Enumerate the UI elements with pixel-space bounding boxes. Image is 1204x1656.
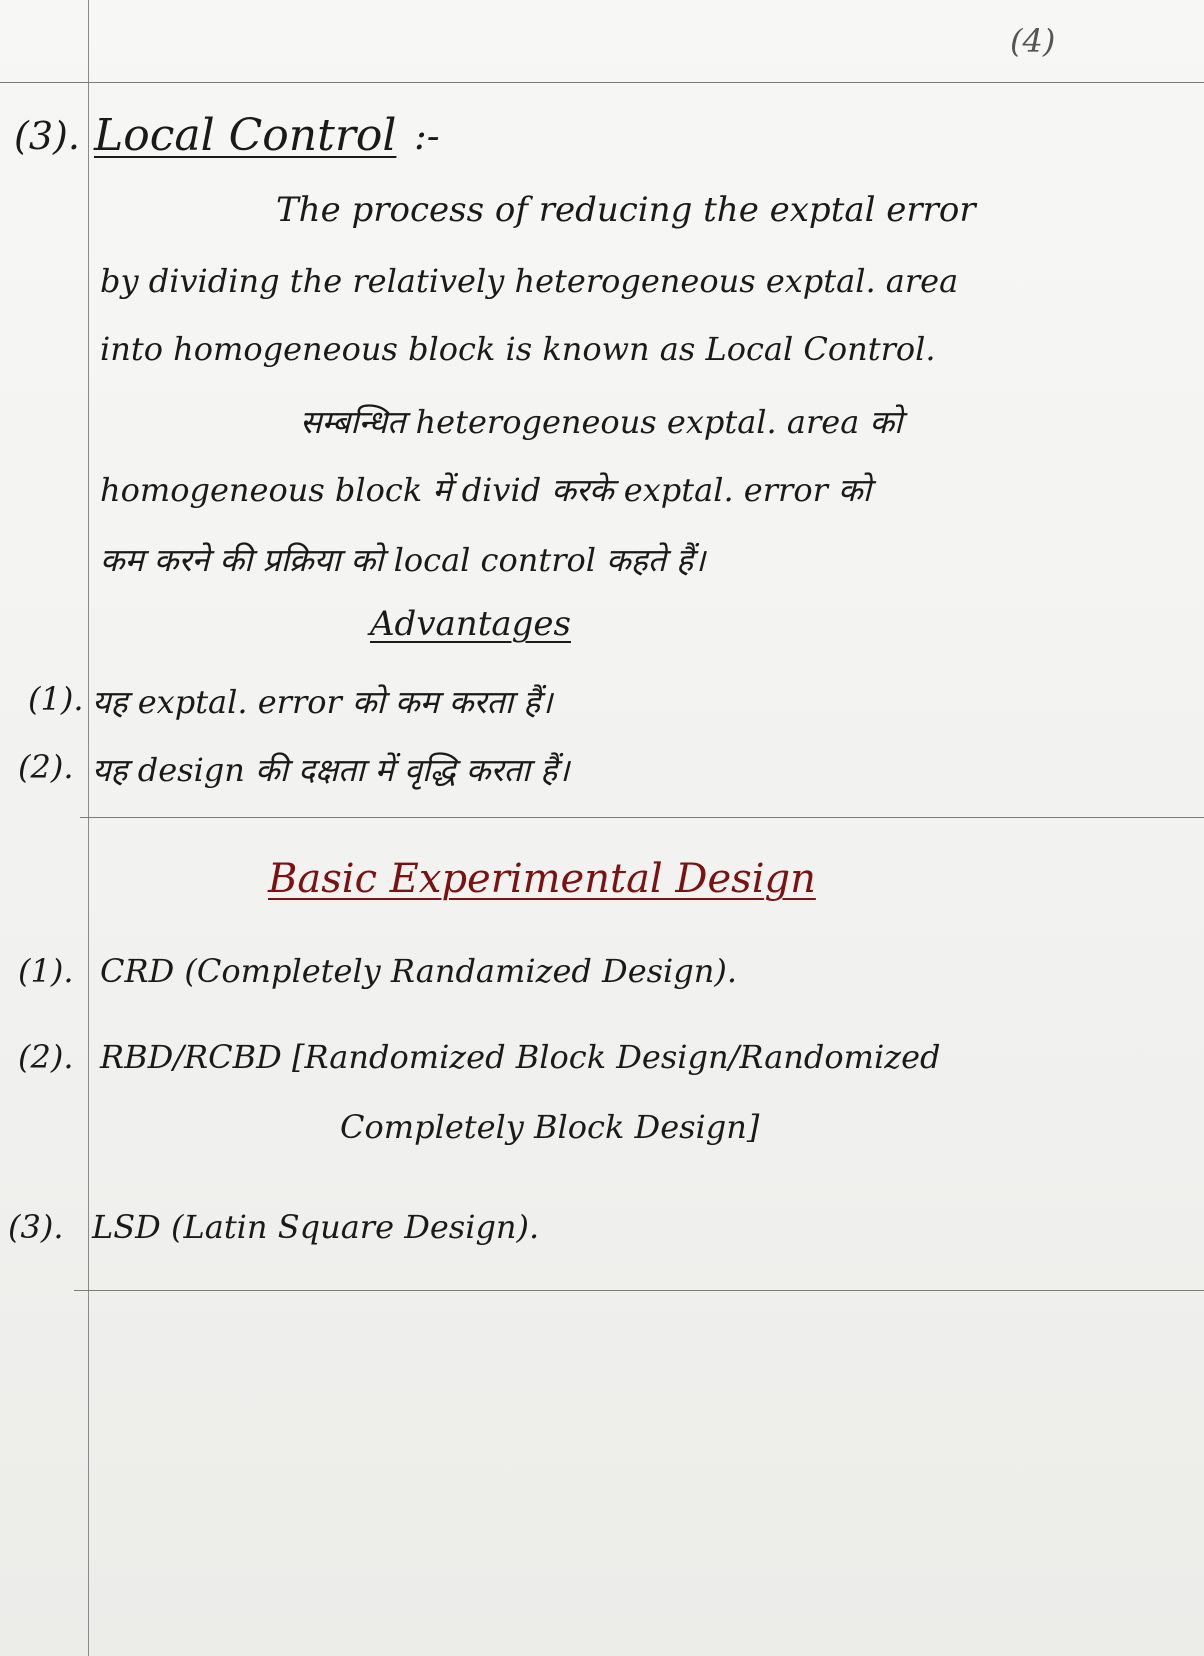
section-heading: Local Control — [94, 110, 397, 161]
design-1-number: (1). — [18, 952, 74, 990]
design-1-text: CRD (Completely Randamized Design). — [100, 952, 738, 990]
design-2-text-continued: Completely Block Design] — [340, 1108, 760, 1146]
page-number: (4) — [1010, 22, 1056, 60]
definition-hi-line-3: कम करने की प्रक्रिया को local control कहते हैं। — [100, 541, 706, 579]
advantages-heading: Advantages — [370, 604, 571, 644]
definition-en-line-2: by dividing the relatively heterogeneous exptal. area — [100, 262, 959, 300]
design-2-number: (2). — [18, 1038, 74, 1076]
advantage-1-number: (1). — [28, 680, 84, 718]
definition-hi-line-1: सम्बन्धित heterogeneous exptal. area को — [300, 403, 903, 441]
ruled-line — [0, 82, 1204, 83]
design-3-number: (3). — [8, 1208, 64, 1246]
design-3-text: LSD (Latin Square Design). — [92, 1208, 540, 1246]
definition-en-line-3: into homogeneous block is known as Local Control. — [100, 330, 936, 368]
ruled-line — [74, 1290, 1204, 1291]
advantage-2-text: यह design की दक्षता में वृद्धि करता हैं। — [92, 751, 570, 789]
definition-en-line-1: The process of reducing the exptal error — [276, 190, 976, 230]
ruled-line — [80, 817, 1204, 818]
advantage-1-text: यह exptal. error को कम करता हैं। — [92, 683, 553, 721]
section-number: (3). — [14, 114, 80, 158]
section-heading-suffix: :- — [414, 114, 440, 158]
definition-hi-line-2: homogeneous block में divid करके exptal. error को — [100, 471, 871, 509]
advantage-2-number: (2). — [18, 748, 74, 786]
design-2-text: RBD/RCBD [Randomized Block Design/Randomized — [100, 1038, 941, 1076]
basic-designs-heading: Basic Experimental Design — [268, 856, 816, 902]
margin-line — [88, 0, 89, 1656]
